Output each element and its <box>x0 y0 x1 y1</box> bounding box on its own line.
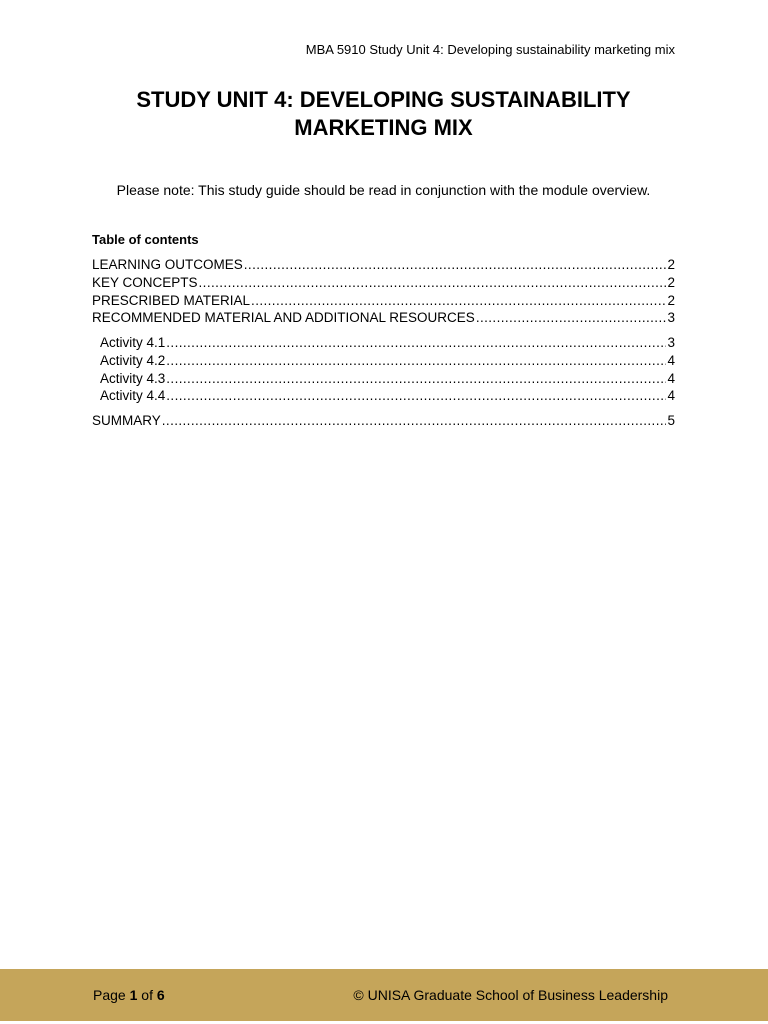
toc-entry-label: KEY CONCEPTS <box>92 274 198 290</box>
toc-entry-label: Activity 4.2 <box>100 352 166 368</box>
toc-entry-label: LEARNING OUTCOMES <box>92 257 243 272</box>
toc-dot-leader <box>244 256 667 274</box>
toc-entry-page: 2 <box>667 257 675 272</box>
running-header: MBA 5910 Study Unit 4: Developing sustainability marketing mix <box>305 42 675 57</box>
toc-entry-label: Activity 4.1 <box>100 335 166 350</box>
toc-entry-page: 4 <box>667 370 675 386</box>
toc-entry-summary[interactable] <box>92 412 675 430</box>
toc-entry-page: 3 <box>667 310 675 326</box>
page-number <box>93 986 165 1004</box>
toc-entry-label: Activity 4.3 <box>100 370 166 386</box>
toc-entry-recommended-material[interactable] <box>92 309 675 327</box>
toc-entry-activity-4-4[interactable] <box>92 387 675 405</box>
document-title: STUDY UNIT 4: DEVELOPING SUSTAINABILITY MARKETING MIX <box>136 87 631 140</box>
toc-main-sections <box>92 256 675 327</box>
toc-entry-learning-outcomes[interactable] <box>92 256 675 274</box>
page-footer <box>0 969 768 1021</box>
toc-dot-leader <box>166 334 666 352</box>
toc-closing-sections <box>92 412 675 430</box>
page-number-current: 1 <box>129 987 138 1003</box>
toc-entry-page: 2 <box>667 274 675 290</box>
toc-dot-leader <box>166 387 666 405</box>
toc-entry-prescribed-material[interactable] <box>92 292 675 310</box>
copyright-notice: © UNISA Graduate School of Business Leadership <box>353 987 668 1003</box>
reading-note: Please note: This study guide should be read in conjunction with the module overview. <box>116 182 651 198</box>
toc-entry-page: 3 <box>667 335 675 350</box>
toc-entry-page: 5 <box>667 413 675 428</box>
toc-entry-page: 4 <box>667 388 675 404</box>
page-number-prefix: Page <box>93 987 130 1003</box>
toc-heading: Table of contents <box>92 232 199 247</box>
toc-entry-label: RECOMMENDED MATERIAL AND ADDITIONAL RESOURCES <box>92 310 475 326</box>
toc-entry-page: 2 <box>667 292 675 308</box>
toc-entry-key-concepts[interactable] <box>92 274 675 292</box>
toc-entry-activity-4-1[interactable] <box>92 334 675 352</box>
toc-entry-label: Activity 4.4 <box>100 388 166 404</box>
toc-entry-label: PRESCRIBED MATERIAL <box>92 292 251 308</box>
toc-entry-activity-4-3[interactable] <box>92 370 675 388</box>
toc-entry-label: SUMMARY <box>92 413 161 428</box>
toc-dot-leader <box>476 309 667 327</box>
toc-dot-leader <box>199 274 667 292</box>
page-number-total: 6 <box>156 987 165 1003</box>
toc-dot-leader <box>166 352 666 370</box>
page-number-of: of <box>137 987 157 1003</box>
toc-entry-page: 4 <box>667 352 675 368</box>
toc-entry-activity-4-2[interactable] <box>92 352 675 370</box>
toc-activities <box>92 334 675 405</box>
toc-dot-leader <box>251 292 666 310</box>
toc-dot-leader <box>166 370 666 388</box>
toc-dot-leader <box>162 412 667 430</box>
